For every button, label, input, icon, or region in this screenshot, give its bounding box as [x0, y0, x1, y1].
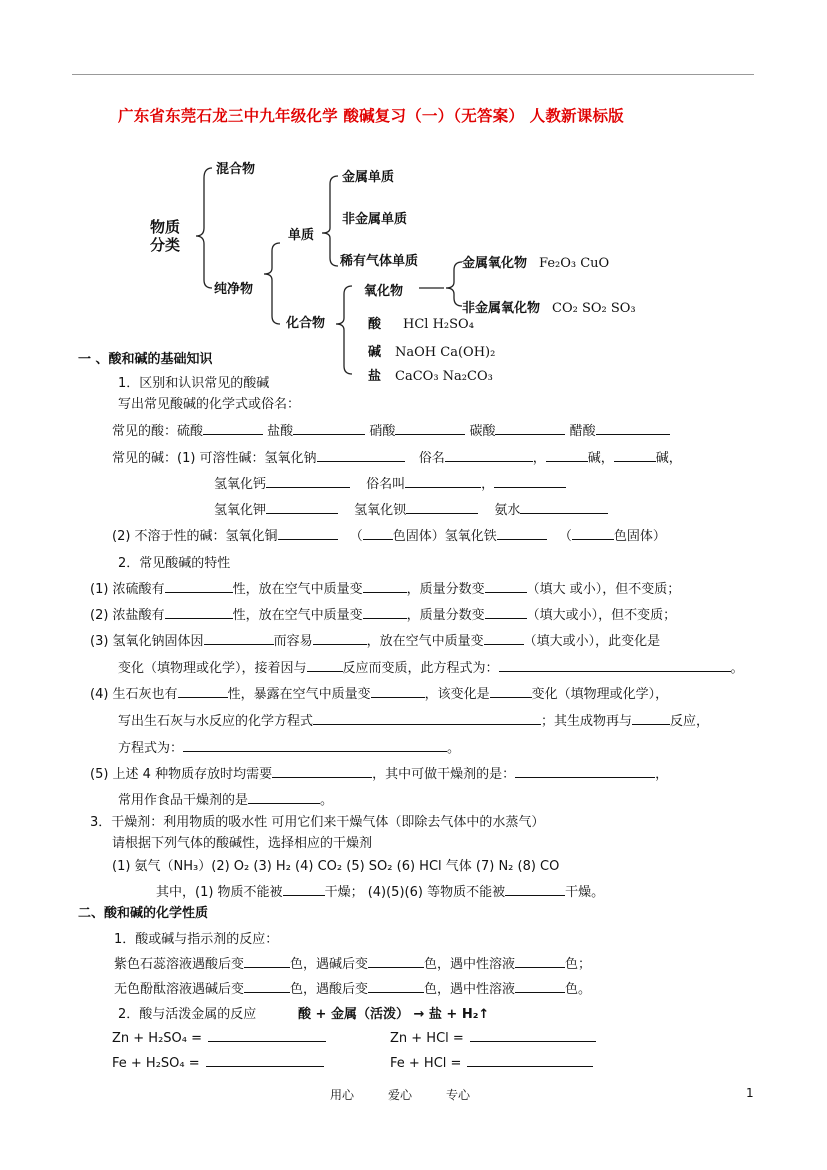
s1-item1-sub: 写出常见酸碱的化学式或俗名：	[118, 397, 301, 412]
footer-motto-1: 用心	[330, 1088, 355, 1102]
blank[interactable]	[203, 422, 263, 435]
blank[interactable]	[244, 955, 290, 968]
blank[interactable]	[183, 739, 447, 752]
baoh-label: 氢氧化钡	[354, 503, 407, 518]
eq1-row	[112, 1029, 326, 1046]
classification-tree-braces	[0, 0, 827, 400]
p4d: 变化（填物理或化学），	[531, 687, 669, 702]
acid-hno3: 硝酸	[369, 424, 396, 439]
page-title: 广东省东莞石龙三中九年级化学 酸碱复习（一）（无答案） 人教新课标版	[118, 106, 624, 125]
tree-nonmetal-oxide-examples: CO₂ SO₂ SO₃	[552, 301, 636, 316]
acid-acetic: 醋酸	[569, 424, 596, 439]
blank[interactable]	[248, 791, 320, 804]
litmus-row	[114, 953, 591, 972]
tree-pure: 纯净物	[214, 282, 254, 297]
p3g: 。	[730, 661, 744, 676]
blank[interactable]	[572, 527, 614, 540]
blank[interactable]	[368, 980, 424, 993]
blank[interactable]	[632, 712, 670, 725]
blank[interactable]	[363, 580, 407, 593]
p3a: (3) 氢氧化钠固体因	[90, 634, 204, 649]
phph-b: 色，遇酸后变	[290, 982, 369, 997]
s2-item2-title: 2．酸与活泼金属的反应	[118, 1007, 257, 1022]
insoluble-row	[112, 525, 666, 544]
blank[interactable]	[596, 422, 670, 435]
blank[interactable]	[395, 422, 465, 435]
p4f: ；其生成物再与	[541, 714, 633, 729]
blank[interactable]	[505, 883, 565, 896]
comma2: ，	[481, 477, 495, 492]
blank[interactable]	[495, 422, 565, 435]
bases-row	[112, 447, 682, 466]
tree-acid	[368, 313, 474, 332]
insoluble-label: (2) 不溶于性的碱：氢氧化铜	[112, 529, 278, 544]
solid2: 色固体）	[613, 529, 666, 544]
tree-nonmetal-element: 非金属单质	[342, 212, 408, 227]
p4e: 写出生石灰与水反应的化学方程式	[118, 714, 314, 729]
tree-base-examples: NaOH Ca(OH)₂	[395, 345, 496, 360]
litmus-a: 紫色石蕊溶液遇酸后变	[114, 957, 245, 972]
blank[interactable]	[363, 527, 393, 540]
blank[interactable]	[485, 606, 527, 619]
tree-salt-examples: CaCO₃ Na₂CO₃	[395, 369, 493, 384]
ammonia-label: 氨水	[494, 503, 521, 518]
p3f: 反应而变质，此方程式为：	[342, 661, 499, 676]
koh-row	[214, 499, 608, 518]
tree-metal-oxide-label: 金属氧化物	[462, 256, 528, 271]
eq1: Zn + H₂SO₄ =	[112, 1031, 203, 1046]
s1-item2-title: 2．常见酸碱的特性	[118, 556, 231, 571]
blank[interactable]	[283, 883, 325, 896]
tree-root-line2: 分类	[150, 236, 181, 254]
blank[interactable]	[515, 765, 655, 778]
blank[interactable]	[278, 527, 338, 540]
tree-nonmetal-oxide-label: 非金属氧化物	[462, 301, 541, 316]
p2d: （填大或小），但不变质；	[526, 608, 677, 623]
tree-mixture: 混合物	[216, 162, 256, 177]
p3e: 变化（填物理或化学），接着因与	[118, 661, 307, 676]
eq3: Fe + H₂SO₄ =	[112, 1056, 200, 1071]
litmus-b: 色，遇碱后变	[290, 957, 369, 972]
p5a: (5) 上述 4 种物质存放时均需要	[90, 767, 273, 782]
blank[interactable]	[499, 659, 731, 672]
p1a: (1) 浓硫酸有	[90, 582, 165, 597]
blank[interactable]	[266, 501, 338, 514]
base-word1: 碱，	[587, 451, 614, 466]
tree-root-line1: 物质	[150, 218, 181, 236]
blank[interactable]	[317, 449, 405, 462]
tree-oxide: 氧化物	[364, 284, 404, 299]
blank[interactable]	[165, 580, 233, 593]
tree-compound: 化合物	[286, 316, 326, 331]
blank[interactable]	[368, 955, 424, 968]
p2a: (2) 浓盐酸有	[90, 608, 165, 623]
p1b: 性，放在空气中质量变	[232, 582, 363, 597]
page-number: 1	[746, 1086, 754, 1100]
s1-item3-sub: 请根据下列气体的酸碱性，选择相应的干燥剂	[112, 836, 373, 851]
alias-label: 俗名	[418, 451, 445, 466]
tree-salt	[368, 365, 493, 384]
p3-row2	[118, 657, 744, 676]
tree-metal-oxide	[462, 252, 609, 271]
p4-row2	[118, 710, 709, 729]
footer-motto-3: 专心	[446, 1088, 471, 1102]
p5-row2	[118, 789, 333, 808]
blank[interactable]	[165, 606, 233, 619]
blank[interactable]	[307, 659, 343, 672]
blank[interactable]	[494, 475, 566, 488]
blank[interactable]	[405, 475, 481, 488]
p4c: ，该变化是	[424, 687, 490, 702]
tree-base-label: 碱	[368, 345, 382, 360]
caoh-row	[214, 473, 566, 492]
blank[interactable]	[206, 1054, 324, 1067]
caoh-label: 氢氧化钙	[214, 477, 267, 492]
bases-label: 常见的碱：(1) 可溶性碱：氢氧化钠	[112, 451, 317, 466]
blank[interactable]	[371, 685, 425, 698]
p4a: (4) 生石灰也有	[90, 687, 178, 702]
dry-a: 其中，(1) 物质不能被	[156, 885, 283, 900]
base-word2: 碱，	[655, 451, 682, 466]
dry-c: 干燥。	[565, 885, 605, 900]
tree-salt-label: 盐	[368, 369, 382, 384]
p4i: 。	[447, 741, 461, 756]
blank[interactable]	[515, 955, 565, 968]
blank[interactable]	[313, 712, 541, 725]
acid-hcl: 盐酸	[267, 424, 294, 439]
blank[interactable]	[208, 1029, 326, 1042]
comma: ，	[532, 451, 546, 466]
footer-motto-2: 爱心	[388, 1088, 413, 1102]
eq2: Zn + HCl =	[390, 1031, 464, 1046]
blank[interactable]	[490, 685, 532, 698]
solid1: 色固体）氢氧化铁	[392, 529, 497, 544]
phph-c: 色，遇中性溶液	[424, 982, 516, 997]
p1c: ，质量分数变	[406, 582, 485, 597]
phph-a: 无色酚酞溶液遇碱后变	[114, 982, 245, 997]
p5-row	[90, 763, 668, 782]
p3-row	[90, 630, 660, 649]
p4-row	[90, 683, 668, 702]
p5e: 。	[320, 793, 334, 808]
eq2-row	[390, 1029, 596, 1046]
alias-called: 俗名叫	[366, 477, 406, 492]
eq4: Fe + HCl =	[390, 1056, 462, 1071]
p3d: （填大或小），此变化是	[523, 634, 661, 649]
s2-item1-title: 1．酸或碱与指示剂的反应：	[114, 932, 279, 947]
blank[interactable]	[293, 422, 365, 435]
blank[interactable]	[445, 449, 533, 462]
s1-item3-title: 3．干燥剂：利用物质的吸水性 可用它们来干燥气体（即除去气体中的水蒸气）	[90, 815, 545, 830]
p5b: ，其中可做干燥剂的是：	[372, 767, 516, 782]
tree-acid-label: 酸	[368, 317, 382, 332]
acid-h2co3: 碳酸	[469, 424, 496, 439]
s2-item2-rule: 酸 + 金属（活泼） → 盐 + H₂↑	[298, 1007, 490, 1022]
litmus-d: 色；	[565, 957, 592, 972]
p4g: 反应，	[670, 714, 710, 729]
blank[interactable]	[363, 606, 407, 619]
s1-item1-title: 1．区别和认识常见的酸碱	[118, 376, 270, 391]
phph-d: 色。	[565, 982, 592, 997]
blank[interactable]	[614, 449, 656, 462]
tree-metal-element: 金属单质	[342, 170, 395, 185]
blank[interactable]	[272, 765, 372, 778]
blank[interactable]	[546, 449, 588, 462]
acids-row	[112, 420, 670, 439]
tree-metal-oxide-examples: Fe₂O₃ CuO	[539, 256, 610, 271]
blank[interactable]	[484, 632, 524, 645]
gases-list: (1) 氨气（NH₃）(2) O₂ (3) H₂ (4) CO₂ (5) SO₂ (6) HCl 气体 (7) N₂ (8) CO	[112, 859, 560, 874]
tree-acid-examples: HCl H₂SO₄	[403, 317, 474, 332]
p2c: ，质量分数变	[406, 608, 485, 623]
tree-noble-gas-element: 稀有气体单质	[340, 254, 419, 269]
p4b: 性，暴露在空气中质量变	[227, 687, 371, 702]
dry-b: 干燥； (4)(5)(6) 等物质不能被	[324, 885, 506, 900]
p5d: 常用作食品干燥剂的是	[118, 793, 249, 808]
p3b: 而容易	[273, 634, 313, 649]
blank[interactable]	[244, 980, 290, 993]
p5c: ，	[655, 767, 669, 782]
section1-heading: 一 、酸和碱的基础知识	[78, 352, 213, 367]
phenolphthalein-row	[114, 978, 591, 997]
tree-nonmetal-oxide	[462, 297, 636, 316]
blank[interactable]	[178, 685, 228, 698]
blank[interactable]	[406, 501, 478, 514]
litmus-c: 色，遇中性溶液	[424, 957, 516, 972]
blank[interactable]	[467, 1054, 593, 1067]
section2-heading: 二、酸和碱的化学性质	[78, 906, 209, 921]
p1-row	[90, 578, 680, 597]
tree-base	[368, 341, 495, 360]
koh-label: 氢氧化钾	[214, 503, 267, 518]
paren-open1: （	[349, 529, 363, 544]
blank[interactable]	[313, 632, 367, 645]
blank[interactable]	[515, 980, 565, 993]
tree-element: 单质	[288, 228, 315, 243]
paren-open2: （	[558, 529, 572, 544]
blank[interactable]	[497, 527, 547, 540]
p3c: ，放在空气中质量变	[366, 634, 484, 649]
p4h: 方程式为：	[118, 741, 184, 756]
p1d: （填大 或小），但不变质；	[526, 582, 681, 597]
p2b: 性，放在空气中质量变	[232, 608, 363, 623]
dry-row	[156, 881, 604, 900]
blank[interactable]	[266, 475, 350, 488]
eq3-row	[112, 1054, 324, 1071]
blank[interactable]	[470, 1029, 596, 1042]
blank[interactable]	[204, 632, 274, 645]
eq4-row	[390, 1054, 593, 1071]
acids-label: 常见的酸：硫酸	[112, 424, 204, 439]
p4-row3	[118, 737, 460, 756]
blank[interactable]	[485, 580, 527, 593]
p2-row	[90, 604, 676, 623]
blank[interactable]	[520, 501, 608, 514]
